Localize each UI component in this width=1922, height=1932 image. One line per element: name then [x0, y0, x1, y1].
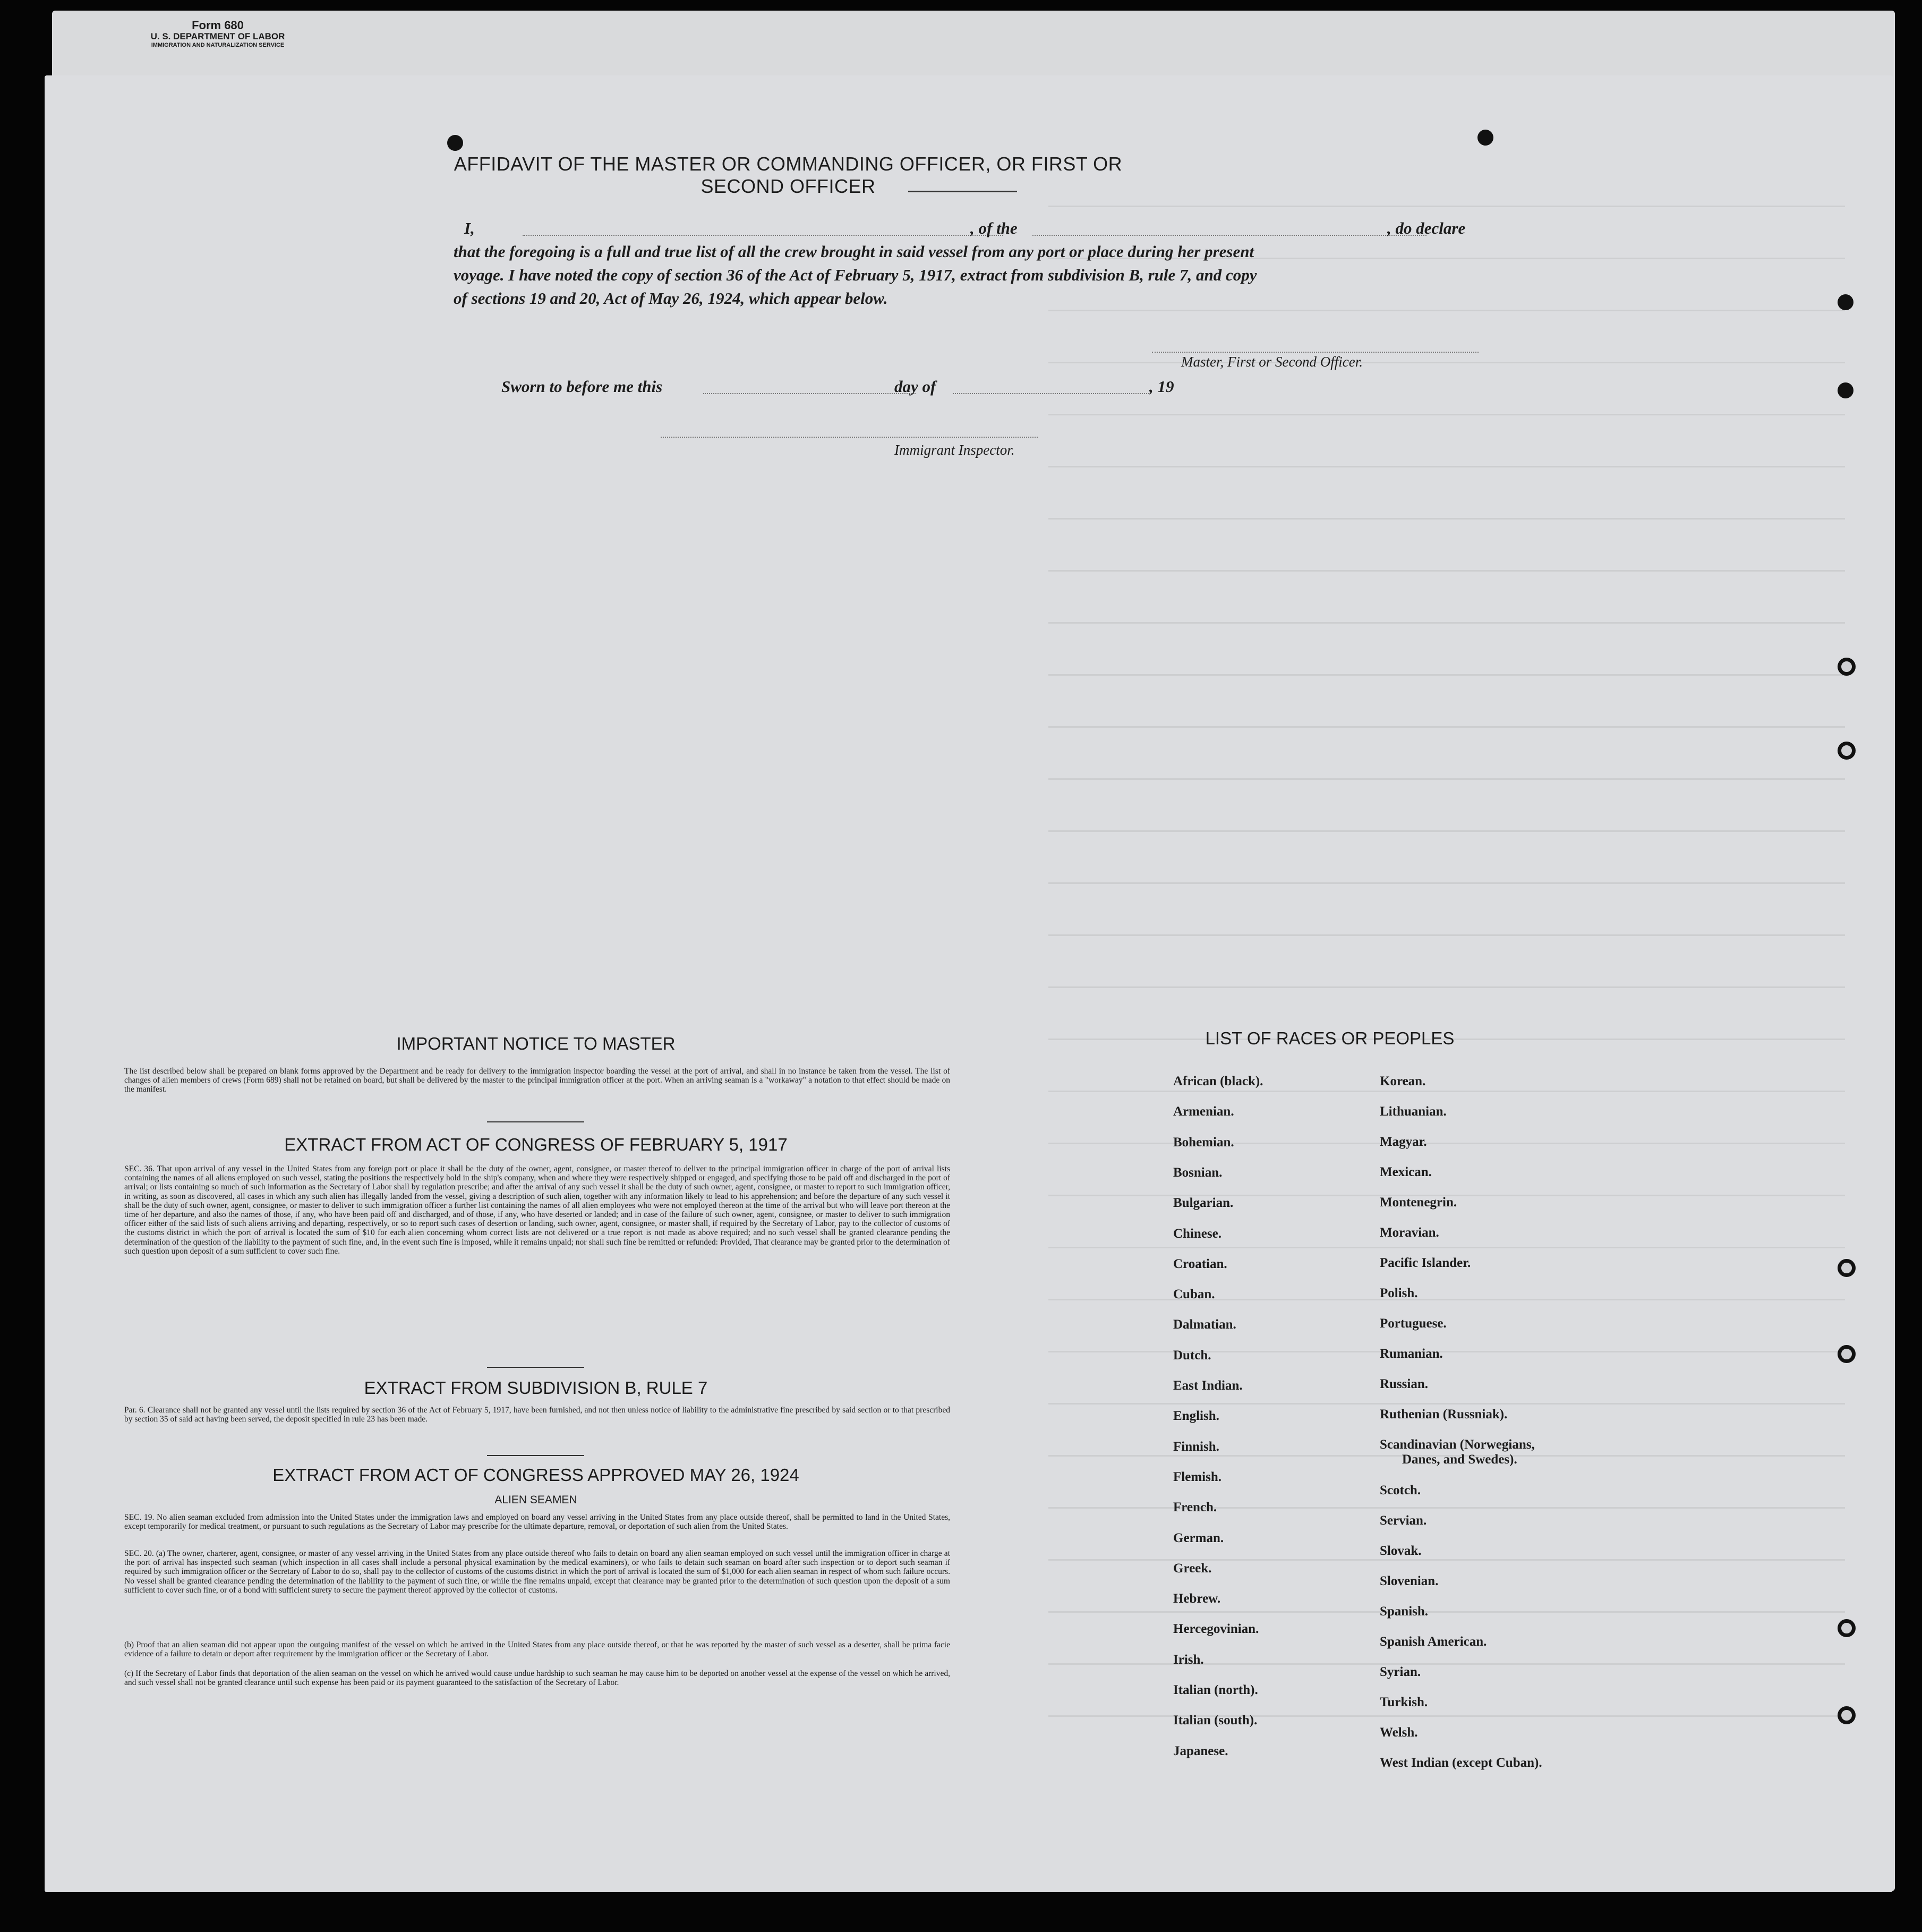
race-item: Hebrew.: [1173, 1591, 1221, 1606]
race-item: Japanese.: [1173, 1743, 1228, 1758]
race-item: Armenian.: [1173, 1104, 1234, 1119]
race-item: Irish.: [1173, 1652, 1204, 1667]
alien-seamen-subheading: ALIEN SEAMEN: [494, 1494, 577, 1506]
master-signature-field[interactable]: [1152, 352, 1479, 353]
vessel-name-field[interactable]: [1032, 235, 1426, 236]
race-item: Polish.: [1380, 1286, 1418, 1300]
declarant-name-field[interactable]: [523, 235, 1003, 236]
punch-hole: [1838, 1259, 1856, 1277]
punch-hole: [1838, 382, 1853, 398]
inspector-signature-field[interactable]: [661, 437, 1038, 438]
race-item: Ruthenian (Russniak).: [1380, 1407, 1508, 1422]
race-item: French.: [1173, 1500, 1217, 1515]
rule7-text: Par. 6. Clearance shall not be granted any vessel until the lists required by section 36 of the Act of February 5, 1917, have been furnished, and not then unless notice of liability to the administrative fine prescribed by said section or to that prescribed by section 35 of said act having been served, the deposit specified in rule 23 has been made.: [124, 1406, 950, 1424]
race-item: Moravian.: [1380, 1225, 1439, 1240]
section-rule: [487, 1121, 584, 1122]
sworn-day-field[interactable]: [703, 393, 916, 394]
race-item: East Indian.: [1173, 1378, 1243, 1393]
form-sheet: [45, 75, 1893, 1892]
extract-1924-heading: EXTRACT FROM ACT OF CONGRESS APPROVED MAY 26, 1924: [272, 1465, 799, 1485]
extract-1917-heading: EXTRACT FROM ACT OF CONGRESS OF FEBRUARY 5, 1917: [284, 1135, 788, 1154]
of-the-label: , of the: [970, 219, 1018, 237]
notice-text: The list described below shall be prepared on blank forms approved by the Department and be ready for delivery to the immigration inspector boarding the vessel at the port of arrival, and shall in no instance be taken from the vessel. The list of changes of alien members of crews (Form 689) shall not be retained on board, but shall be delivered by the master to the principal immigration officer at the port. When an arriving seaman is a "workaway" a notation to that effect should be made on the manifest.: [124, 1067, 950, 1094]
punch-hole: [1838, 294, 1853, 310]
extract-1924-sec19: SEC. 19. No alien seaman excluded from admission into the United States under the immigration laws and employed on board any vessel arriving in the United States from any place outside thereof, shall be permitted to land in the United States, except temporarily for medical treatment, or pursuant to such regulations as the Secretary of Labor may prescribe for the ultimate departure, removal, or deportation of such alien from the United States.: [124, 1513, 950, 1531]
service-name: IMMIGRATION AND NATURALIZATION SERVICE: [151, 41, 285, 48]
punch-hole: [1838, 1619, 1856, 1637]
race-item: Magyar.: [1380, 1135, 1427, 1149]
race-item: Korean.: [1380, 1074, 1426, 1088]
race-item: Cuban.: [1173, 1287, 1215, 1302]
punch-hole: [1477, 130, 1493, 146]
department-name: U. S. DEPARTMENT OF LABOR: [150, 31, 285, 42]
punch-hole: [1838, 1706, 1856, 1724]
form-identifier: [112, 19, 324, 48]
race-item: Scotch.: [1380, 1483, 1421, 1497]
race-item: Dutch.: [1173, 1348, 1211, 1363]
extract-1917-text: SEC. 36. That upon arrival of any vessel in the United States from any foreign port or place it shall be the duty of the owner, agent, consignee, or master thereof to deliver to the principal immigration officer in charge of the port of arrival lists containing the names of all aliens employed on such vessel, stating the positions the respectively hold in the ship's company, when and where they were respectively shipped or engaged, and specifying those to be paid off and discharged in the port of arrival; or lists containing so much of such information as the Secretary of Labor shall by regulation prescribe; and after the arrival of any such vessel it shall be the duty of such owner, agent, consignee, or master to report to such immigration officer, in writing, as soon as discovered, all cases in which any such alien has illegally landed from the vessel, giving a description of such alien, together with any information likely to lead to his apprehension; and before the departure of any such vessel it shall be the duty of such owner, agent, consignee, or master to deliver to such immigration officer a further list containing the names of all alien employees who were not employed thereon at the time of the arrival but who will leave port thereon at the time of her departure, and also the names of those, if any, who have been paid off and discharged, and of those, if any, who have deserted or landed; and in case of the failure of such owner, agent, consignee, or master to deliver to such immigration officer either of the said lists of such aliens arriving and departing, respectively, or so to report such cases of desertion or landing, such owner, agent, consignee, or master shall, if required by the Secretary of Labor, pay to the collector of customs of the customs district in which the port of arrival is located the sum of $10 for each alien concerning whom correct lists are not delivered or a true report is not made as above required; and no such vessel shall be granted clearance pending the determination of the question of the liability to the payment of such fine, and, in the event such fine is imposed, while it remains unpaid; nor shall such fine be remitted or refunded: Provided, That clearance may be granted prior to the determination of such question upon deposit of a sum sufficient to cover such fine.: [124, 1164, 950, 1256]
race-item: Pacific Islander.: [1380, 1256, 1471, 1270]
race-item: Italian (south).: [1173, 1713, 1258, 1728]
race-item: Italian (north).: [1173, 1683, 1258, 1697]
punch-hole: [1838, 742, 1856, 760]
race-item: Chinese.: [1173, 1226, 1221, 1241]
day-of-label: day of: [894, 377, 936, 396]
race-item: Portuguese.: [1380, 1316, 1447, 1331]
race-item: Spanish.: [1380, 1604, 1429, 1619]
race-item: Slovak.: [1380, 1544, 1422, 1558]
race-item: Servian.: [1380, 1513, 1427, 1528]
declaration-line-2: that the foregoing is a full and true list of all the crew brought in said vessel from any port or place during her present: [454, 242, 1254, 261]
races-heading: LIST OF RACES OR PEOPLES: [1205, 1028, 1455, 1048]
sworn-label: Sworn to before me this: [501, 377, 663, 396]
race-item: Flemish.: [1173, 1469, 1221, 1484]
extract-1924-sec20c: (c) If the Secretary of Labor finds that deportation of the alien seaman on the vessel on which he arrived would cause undue hardship to such seaman he may cause him to be deported on another vessel at the expense of the vessel on which he arrived, and such vessel shall not be granted clearance until such expense has been paid or its payment guaranteed to the satisfaction of the Secretary of Labor.: [124, 1669, 950, 1688]
section-rule: [487, 1455, 584, 1456]
race-item: Bohemian.: [1173, 1135, 1234, 1150]
punch-hole: [447, 135, 463, 151]
section-rule: [487, 1367, 584, 1368]
race-item: Danes, and Swedes).: [1402, 1452, 1517, 1467]
race-item: Croatian.: [1173, 1256, 1227, 1271]
extract-1924-sec20b: (b) Proof that an alien seaman did not appear upon the outgoing manifest of the vessel on which he arrived in the United States from any place outside thereof, or that he was reported by the master of such vessel as a deserter, shall be prima facie evidence of a failure to detain or deport after requirement by the immigration officer or the Secretary of Labor.: [124, 1640, 950, 1659]
race-item: Hercegovinian.: [1173, 1622, 1259, 1637]
punch-hole: [1838, 658, 1856, 676]
punch-hole: [1838, 1345, 1856, 1363]
declaration-line-4: of sections 19 and 20, Act of May 26, 1924, which appear below.: [454, 289, 888, 308]
race-item: Scandinavian (Norwegians,: [1380, 1437, 1535, 1452]
notice-heading: IMPORTANT NOTICE TO MASTER: [396, 1034, 676, 1053]
race-item: Welsh.: [1380, 1725, 1418, 1740]
year-label: , 19: [1149, 377, 1174, 396]
master-signature-label: Master, First or Second Officer.: [1181, 354, 1363, 370]
race-item: Syrian.: [1380, 1665, 1421, 1679]
race-item: Greek.: [1173, 1561, 1212, 1576]
do-declare-label: , do declare: [1387, 219, 1466, 237]
race-item: Mexican.: [1380, 1165, 1432, 1179]
race-item: English.: [1173, 1409, 1219, 1424]
title-rule: [908, 191, 1017, 192]
race-item: Russian.: [1380, 1377, 1429, 1391]
declarant-label: I,: [464, 219, 475, 237]
declaration-line-3: voyage. I have noted the copy of section 36 of the Act of February 5, 1917, extract from subdivision B, rule 7, and copy: [454, 266, 1257, 284]
race-item: Lithuanian.: [1380, 1104, 1447, 1119]
race-item: German.: [1173, 1530, 1224, 1545]
race-item: Montenegrin.: [1380, 1195, 1457, 1210]
race-item: Finnish.: [1173, 1439, 1219, 1454]
rule7-heading: EXTRACT FROM SUBDIVISION B, RULE 7: [364, 1378, 708, 1398]
race-item: Dalmatian.: [1173, 1317, 1236, 1332]
race-item: Bulgarian.: [1173, 1196, 1234, 1211]
race-item: Rumanian.: [1380, 1347, 1443, 1361]
race-item: West Indian (except Cuban).: [1380, 1756, 1542, 1770]
form-number: Form 680: [192, 19, 244, 32]
race-item: African (black).: [1173, 1074, 1263, 1088]
race-item: Bosnian.: [1173, 1165, 1223, 1180]
race-item: Slovenian.: [1380, 1574, 1439, 1588]
race-item: Spanish American.: [1380, 1635, 1487, 1649]
extract-1924-sec20a: SEC. 20. (a) The owner, charterer, agent, consignee, or master of any vessel arriving in the United States from any place outside thereof who fails to detain on board any alien seaman employed on such vessel until the immigration officer in charge at the port of arrival has inspected such seaman (which inspection in all cases shall include a personal physical examination by the medical examiners), or who fails to detain such seaman on board after such inspection or to deport such seaman if required by such immigration officer or the Secretary of Labor to do so, shall pay to the collector of customs of the customs district in which the port of arrival is located the sum of $1,000 for each alien seaman in respect of whom such failure occurs. No vessel shall be granted clearance pending the determination of the liability to the payment of such fine, or while the fine remains unpaid, except that clearance may be granted prior to the determination of such question upon the deposit of a sum sufficient to cover such fine, or of a bond with sufficient surety to secure the payment thereof approved by the collector of customs.: [124, 1549, 950, 1595]
sworn-month-field[interactable]: [953, 393, 1149, 394]
race-item: Turkish.: [1380, 1695, 1428, 1709]
inspector-signature-label: Immigrant Inspector.: [894, 442, 1015, 458]
affidavit-title: AFFIDAVIT OF THE MASTER OR COMMANDING OFFICER, OR FIRST OR SECOND OFFICER: [454, 153, 1123, 197]
